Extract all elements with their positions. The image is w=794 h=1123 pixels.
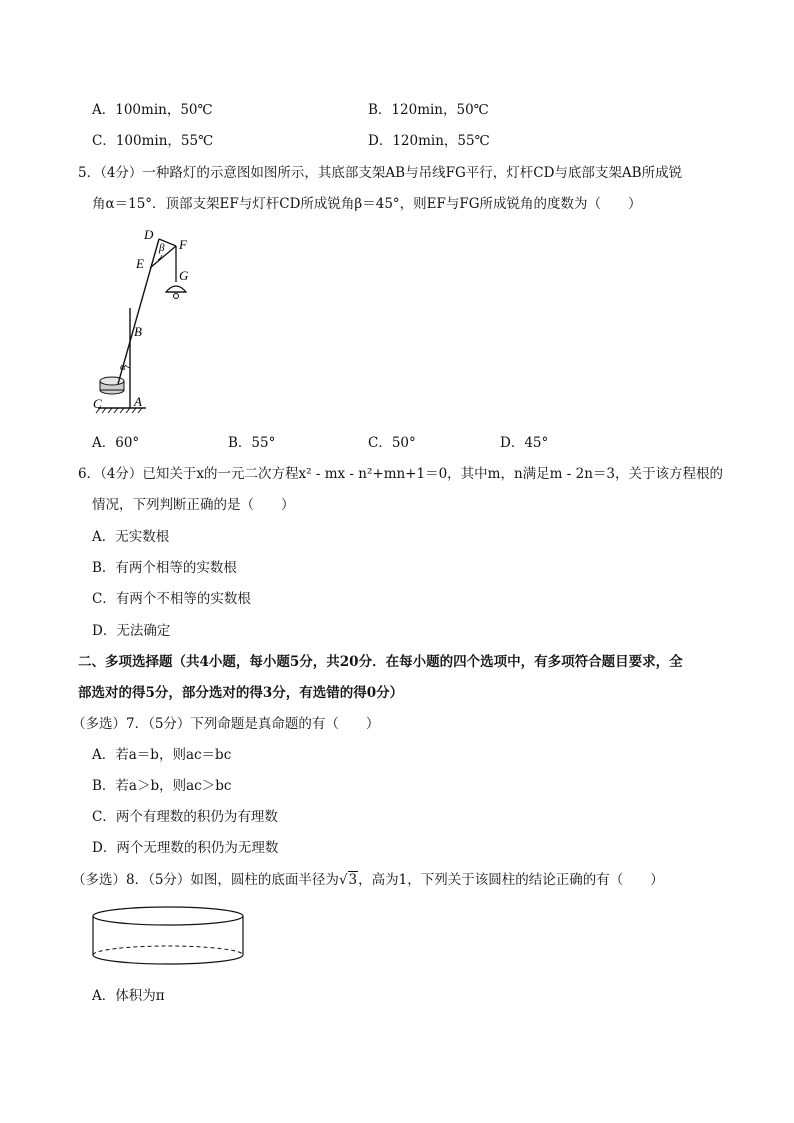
q4-option-c: C．100min，55℃: [92, 133, 214, 149]
q6-option-b: B．有两个相等的实数根: [92, 560, 237, 576]
q8-option-a: A．体积为π: [92, 988, 165, 1004]
label-f: F: [179, 237, 187, 252]
q8-stem-prefix: （多选）8．（5分）如图，圆柱的底面半径为: [72, 872, 339, 888]
label-d: D: [144, 227, 154, 242]
q6-option-d: D．无法确定: [92, 623, 171, 639]
q7-option-b: B．若a＞b，则ac＞bc: [92, 778, 232, 794]
section2-heading-line2: 部选对的得5分，部分选对的得3分，有选错的得0分）: [78, 685, 404, 701]
q5-option-d: D．45°: [500, 435, 549, 451]
q7-option-d: D．两个无理数的积仍为无理数: [92, 840, 279, 856]
q6-option-a: A．无实数根: [92, 529, 170, 545]
label-a: A: [134, 394, 142, 409]
q8-stem: [72, 870, 664, 890]
cylinder-figure: [90, 903, 250, 973]
section2-heading-line1: 二、多项选择题（共4小题，每小题5分，共20分．在每小题的四个选项中，有多项符合题目要求，全: [78, 654, 683, 670]
q6-stem-line2: 情况，下列判断正确的是（ ）: [92, 497, 295, 513]
label-c: C: [93, 396, 102, 411]
q5-stem-line1: 5．（4分）一种路灯的示意图如图所示，其底部支架AB与吊线FG平行，灯杆CD与底部支架AB所成锐: [78, 165, 683, 181]
q5-stem-line2: 角α＝15°．顶部支架EF与灯杆CD所成锐角β＝45°，则EF与FG所成锐角的度数为（ ）: [92, 196, 642, 212]
street-lamp-figure: [88, 222, 208, 422]
q5-option-b: B．55°: [228, 435, 276, 451]
label-b: B: [134, 324, 142, 339]
sqrt-expression: √3: [338, 872, 358, 888]
q6-stem-line1: 6．（4分）已知关于x的一元二次方程x² - mx - n²+mn+1＝0，其中m，n满足m - 2n＝3，关于该方程根的: [78, 466, 723, 482]
label-e: E: [136, 256, 144, 271]
q7-option-a: A．若a＝b，则ac＝bc: [92, 747, 232, 763]
q4-option-d: D．120min，55℃: [368, 133, 490, 149]
q8-stem-suffix: ，高为1，下列关于该圆柱的结论正确的有（ ）: [358, 872, 664, 888]
q7-option-c: C．两个有理数的积仍为有理数: [92, 809, 278, 825]
q7-stem: （多选）7．（5分）下列命题是真命题的有（ ）: [72, 716, 380, 732]
q4-option-b: B．120min，50℃: [368, 102, 489, 118]
label-beta: β: [159, 242, 165, 254]
q6-option-c: C．有两个不相等的实数根: [92, 591, 251, 607]
q5-option-c: C．50°: [368, 435, 416, 451]
sqrt-radicand: 3: [348, 872, 358, 888]
label-alpha: α: [120, 361, 126, 373]
q5-option-a: A．60°: [92, 435, 140, 451]
label-g: G: [179, 268, 189, 283]
q4-option-a: A．100min，50℃: [92, 102, 213, 118]
